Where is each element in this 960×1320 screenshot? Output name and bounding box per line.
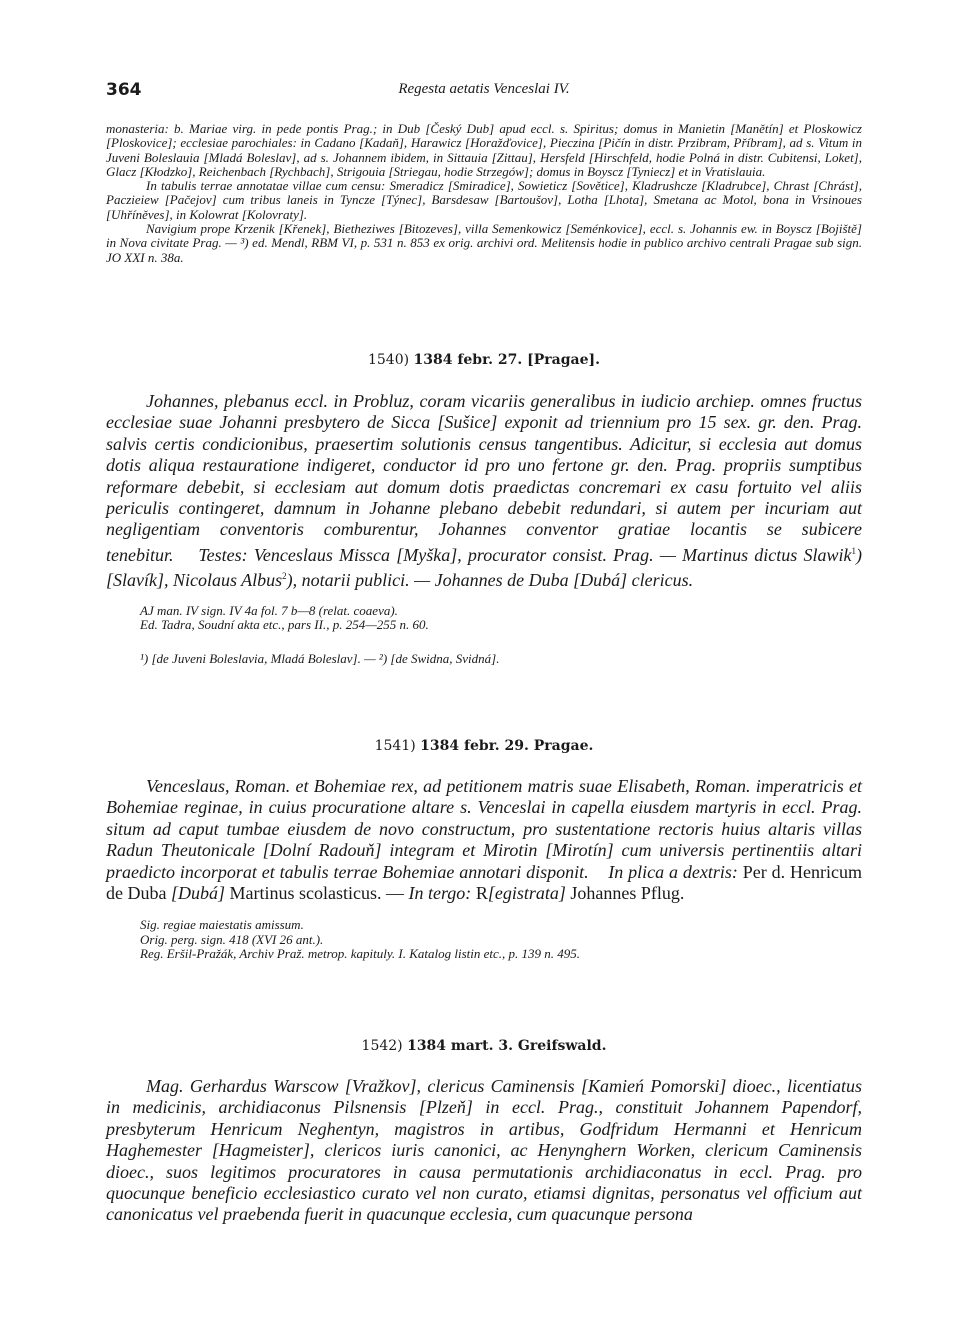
entry-1540-main: Johannes, plebanus eccl. in Probluz, coram vicariis generalibus in iudicio archiep. omnes fructus ecclesiae suae Johanni presbytero de Sicca [Sušice] exponit ad triennium pro 15 sex. gr. den. Prag. salvis certis condicionibus, praesertim solutionis census tangentibus. Adicitur, si ecclesia aut domus dotis aliqua restauratione indigeret, conductor id pro uno fertone gr. den. Prag. propriis sumptibus reformare debebit, si ecclesiam aut domum dotis praedictas concremari ex casu fortuito vel aliis periculis contingeret, damnum in Johanne plebano debebit redundari, si autem per incuriam aut negligentiam conventoris comburentur, Johannes conventor gratiae locantis se subicere tenebitur. [106, 391, 862, 565]
entry-1542 [106, 1076, 862, 1226]
prev-entry-paragraph-3: Navigium prope Krzenik [Křenek], Bietheziwes [Bitozeves], villa Semenkowicz [Seménkovice], eccl. s. Johannis ew. in Boyscz [Bojiště] in Nova civitate Prag. — ³) ed. Mendl, RBM VI, p. 531 n. 853 ex orig. archivi ord. Melitensis hodie in publico archivo centrali Pragae sub sign. JO XXI n. 38a. [106, 221, 862, 265]
entry-1541-text [106, 776, 862, 904]
page-header [106, 80, 862, 104]
running-title: Regesta aetatis Venceslai IV. [398, 81, 570, 97]
footnote-ref-2: 2 [282, 571, 287, 582]
entry-1540 [106, 391, 862, 667]
source-line: Sig. regiae maiestatis amissum. [140, 917, 304, 933]
plica-duba: [Dubá] [170, 883, 225, 904]
tergo-label: In tergo: [408, 883, 472, 904]
entry-1540-footnotes: ¹) [de Juveni Boleslavia, Mladá Boleslav]. — ²) [de Swidna, Svidná]. [140, 650, 500, 666]
entry-1541-heading [106, 738, 862, 754]
prev-entry-paragraph-1: monasteria: b. Mariae virg. in pede pontis Prag.; in Dub [Český Dub] apud eccl. s. Spiritus; domus in Manietin [Manětín] et Ploskowicz [Ploskovice]; ecclesiae parochiales: in Cadano [Kadaň], Harawicz [Horažďovice], Pieczina [Pičín in distr. Przibram, Příbram], ad s. Vitum in Juveni Boleslauia [Mladá Boleslav], ad s. Johannem ibidem, in Sittauia [Zittau], Hersfeld [Hirschfeld, hodie Polná in distr. Cubitensi, Loket], Glacz [Kłodzko], Reichenbach [Rychbach], Strigouia [Striegau, hodie Strzegów]; domus in Boyscz [Tyniecz] et in Vratislauia. [106, 121, 862, 179]
entry-1540-sources [106, 604, 862, 633]
footnote-ref-1: 1 [851, 545, 856, 556]
tergo-name: Johannes Pflug. [570, 883, 685, 904]
plica-text: Per d. Henricum de Duba [106, 861, 863, 904]
entry-1540-heading [106, 352, 862, 368]
plica-label: In plica a dextris: [608, 861, 738, 882]
source-line: Ed. Tadra, Soudní akta etc., pars II., p. 254—255 n. 60. [140, 617, 429, 633]
entry-date: 1384 mart. 3. Greifswald. [407, 1038, 607, 1054]
entry-1540-testes-a: Testes: Venceslaus Missca [Myška], procurator consist. Prag. — Martinus dictus Slawik [198, 544, 852, 565]
entry-1541 [106, 776, 862, 962]
page-number: 364 [106, 80, 142, 100]
entry-number: 1540) [367, 352, 410, 368]
tergo-registrata: [egistrata] [487, 883, 566, 904]
entry-1540-text: Johannes, plebanus eccl. in Probluz, coram vicariis generalibus in iudicio archiep. omnes fructus ecclesiae suae Johanni presbytero de Sicca [Sušice] exponit ad triennium pro 15 sex. gr. den. Prag. salvis certis condicionibus, praesertim solutionis census tangentibus. Adicitur, si ecclesia aut domus dotis aliqua restauratione indigeret, conductor id pro uno fertone gr. den. Prag. propriis sumptibus reformare debebit, si ecclesiam aut domum dotis praedictas concremari ex casu fortuito vel aliis periculis contingeret, damnum in Johanne plebano debebit redundari, si autem per incuriam aut negligentiam conventoris comburentur, Johannes conventor gratiae locantis se subicere tenebitur. Testes: Venceslaus Missca [Myška], procurator consist. Prag. — Martinus dictus Slawik$^1$) [Slavík], Nicolaus Albus$^2$), notarii publici. — Johannes de Duba [Dubá] clericus. [106, 391, 862, 591]
previous-entry-continuation [106, 122, 862, 265]
source-line: AJ man. IV sign. IV 4a fol. 7 b—8 (relat. coaeva). [140, 602, 398, 618]
prev-entry-paragraph-2: In tabulis terrae annotatae villae cum censu: Smeradicz [Smiradice], Sowieticz [Sovětice], Kladrushcze [Kladrubce], Chrast [Chrást], Paczieiew [Pačejov] cum tribus laneis in Tyncze [Týnec], Barsdesaw [Bartoušov], Lotha [Lhota], Smetana ac Motol, bona in Vrsinoues [Uhříněves], in Kolowrat [Kolovraty]. [106, 178, 862, 222]
entry-1540-testes-b: [Slavík], Nicolaus Albus [106, 570, 283, 591]
entry-1540-testes-c: ), notarii publici. — Johannes de Duba [Dubá] clericus. [286, 570, 694, 591]
entry-1541-main: Venceslaus, Roman. et Bohemiae rex, ad petitionem matris suae Elisabeth, Roman. imperatricis et Bohemiae reginae, in cuius procuratione altare s. Venceslai in capella eiusdem martyris in eccl. Prag. situm ad caput tumbae eiusdem de novo constructum, pro sustentatione rectoris huius altaris villas Radun Theutonicale [Dolní Radouň] integram et Mirotin [Mirotín] cum universis pertinentiis altari praedicto incorporat et tabulis terrae Bohemiae annotari disponit. [106, 776, 862, 882]
source-line: Orig. perg. sign. 418 (XVI 26 ant.). [140, 931, 324, 947]
entry-number: 1541) [374, 738, 416, 754]
entry-date: 1384 febr. 27. [Pragae]. [413, 352, 601, 368]
entry-1542-heading [106, 1038, 862, 1054]
source-line: Reg. Eršil-Pražák, Archiv Praž. metrop. kapituly. I. Katalog listin etc., p. 139 n. 495. [140, 946, 581, 962]
entry-date: 1384 febr. 29. Pragae. [420, 738, 594, 754]
tergo-r: R [475, 883, 488, 904]
plica-text-b: Martinus scolasticus. — [229, 883, 404, 904]
entry-1541-sources [106, 918, 862, 962]
entry-number: 1542) [361, 1038, 403, 1054]
entry-1542-text: Mag. Gerhardus Warscow [Vražkov], clericus Caminensis [Kamień Pomorski] dioec., licentiatus in medicinis, archidiaconus Pilsnensis [Plzeň] in eccl. Prag., constituit Johannem Papendorf, presbyterum Henricum Neghentyn, magistros in artibus, Godfridum Hermanni et Henricum Haghemester [Hagmeister], clericos iuris canonici, ac Henynghern Worken, clericum Caminensis dioec., suos legitimos procuratores in causa permutationis archidiaconatus in eccl. Prag. pro quocunque beneficio ecclesiastico curato vel non curato, etiamsi dignitas, personatus vel officium aut canonicatus vel praebenda fuerit in quacunque ecclesia, cum quacunque persona [106, 1076, 862, 1225]
